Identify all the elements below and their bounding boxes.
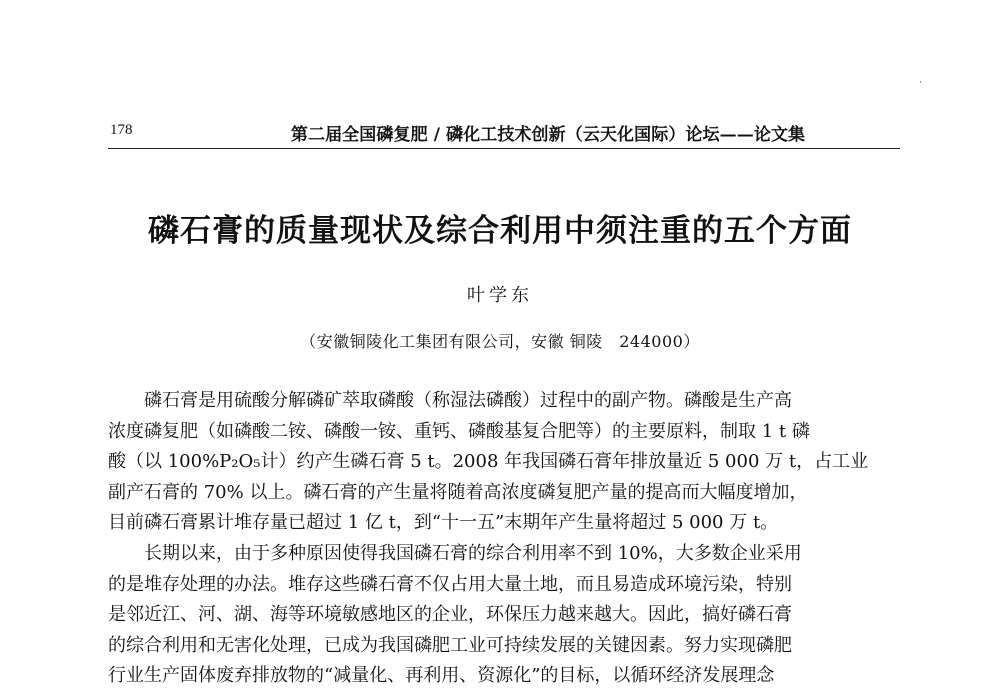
text-line: 浓度磷复肥（如磷酸二铵、磷酸一铵、重钙、磷酸基复合肥等）的主要原料，制取 1 t 磷 [108,420,810,442]
article-body [108,386,904,692]
scan-artifact [920,81,921,83]
text-line: 长期以来，由于多种原因使得我国磷石膏的综合利用率不到 10%，大多数企业采用 [144,542,802,564]
text-line: 磷石膏是用硫酸分解磷矿萃取磷酸（称湿法磷酸）过程中的副产物。磷酸是生产高 [144,390,792,411]
text-line: 的综合利用和无害化处理，已成为我国磷肥工业可持续发展的关键因素。努力实现磷肥 [108,634,792,656]
text-line: 酸（以 100%P₂O₅计）约产生磷石膏 5 t。2008 年我国磷石膏年排放量近 5 000 万 t，占工业 [108,451,869,473]
text-line: 的是堆存处理的办法。堆存这些磷石膏不仅占用大量土地，而且易造成环境污染，特别 [108,573,792,595]
article-title: 磷石膏的质量现状及综合利用中须注重的五个方面 [148,213,852,249]
page-header [108,118,900,149]
running-header: 第二届全国磷复肥 / 磷化工技术创新（云天化国际）论坛——论文集 [290,125,806,145]
page-number: 178 [110,122,133,138]
text-line: 是邻近江、河、湖、海等环境敏感地区的企业，环保压力越来越大。因此，搞好磷石膏 [108,604,792,626]
body-paragraph-1 [108,386,904,539]
body-paragraph-2 [108,539,904,692]
author-affiliation: （安徽铜陵化工集团有限公司，安徽 铜陵 244000） [300,332,700,351]
text-line: 目前磷石膏累计堆存量已超过 1 亿 t，到“十一五”末期年产生量将超过 5 000 万 t。 [108,512,779,534]
text-line: 行业生产固体废弃排放物的“减量化、再利用、资源化”的目标，以循环经济发展理念 [108,665,775,687]
text-line: 副产石膏的 70% 以上。磷石膏的产生量将随着高浓度磷复肥产量的提高而大幅度增加， [108,481,808,503]
article-author: 叶学东 [467,285,533,306]
